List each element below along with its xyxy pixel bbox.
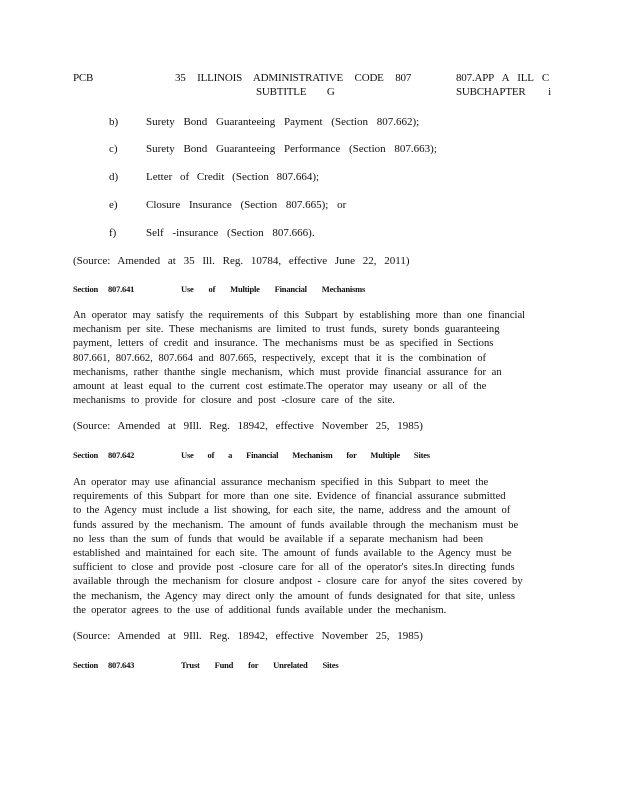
section-title: Use of Multiple Financial Mechanisms xyxy=(181,284,366,294)
section-body-641 xyxy=(73,309,543,408)
section-title: Trust Fund for Unrelated Sites xyxy=(181,660,339,670)
list-item-text: Closure Insurance (Section 807.665); or xyxy=(146,199,347,211)
body-line: established and maintained for each site. The amount of funds available to the Agency must be xyxy=(73,548,512,560)
body-line: sufficient to close and provide post -closure care for all of the operator's sites.In directing funds xyxy=(73,562,515,574)
body-line: payment, letters of credit and insurance. The mechanisms must be as specified in Sections xyxy=(73,338,494,350)
body-line: mechanism per site. These mechanisms are limited to trust funds, surety bonds guaranteeing xyxy=(73,324,500,336)
body-line: 807.661, 807.662, 807.664 and 807.665, respectively, except that it is the combination of xyxy=(73,352,487,364)
section-number: Section 807.643 xyxy=(73,660,135,670)
body-line: the operator agrees to the use of additional funds available under the mechanism. xyxy=(73,604,447,616)
list-item-text: Self -insurance (Section 807.666). xyxy=(146,227,315,239)
body-line: An operator may satisfy the requirements of this Subpart by establishing more than one financial xyxy=(73,310,526,321)
body-line: funds assured by the mechanism. The amount of funds available through the mechanism must be xyxy=(73,519,519,531)
list-marker: b) xyxy=(109,116,119,128)
body-line: no less than the sum of funds that would be available if a separate mechanism had been xyxy=(73,533,484,545)
header-right-line2: SUBCHAPTER i xyxy=(456,86,551,98)
section-body-642 xyxy=(73,476,543,618)
header-title-line2: SUBTITLE G xyxy=(256,86,335,98)
header-right-line1: 807.APP A ILL C xyxy=(456,72,550,84)
header-title-line1: 35 ILLINOIS ADMINISTRATIVE CODE 807 xyxy=(175,72,412,84)
header-left: PCB xyxy=(73,72,94,84)
body-line: mechanisms to provide for closure and post -closure care of the site. xyxy=(73,395,395,407)
section-number: Section 807.641 xyxy=(73,284,135,294)
list-marker: f) xyxy=(109,227,117,239)
list-item-text: Letter of Credit (Section 807.664); xyxy=(146,171,320,183)
body-line: the mechanism, the Agency may direct only the amount of funds designated for that site, unless xyxy=(73,590,516,602)
list-marker: d) xyxy=(109,171,119,183)
body-line: amount at least equal to the current cost estimate.The operator may useany or all of the xyxy=(73,381,487,393)
source-note: (Source: Amended at 9Ill. Reg. 18942, effective November 25, 1985) xyxy=(73,630,423,642)
body-line: to the Agency must include a list showing, for each site, the name, address and the amount of xyxy=(73,505,511,517)
list-marker: c) xyxy=(109,143,118,155)
list-marker: e) xyxy=(109,199,118,211)
section-title: Use of a Financial Mechanism for Multiple Sites xyxy=(181,450,430,460)
body-line: An operator may use afinancial assurance mechanism specified in this Subpart to meet the xyxy=(73,477,489,488)
body-line: available through the mechanism for closure andpost - closure care for anyof the sites covered by xyxy=(73,576,523,588)
section-number: Section 807.642 xyxy=(73,450,135,460)
source-note: (Source: Amended at 35 Ill. Reg. 10784, effective June 22, 2011) xyxy=(73,255,410,267)
list-item-text: Surety Bond Guaranteeing Payment (Section 807.662); xyxy=(146,116,420,128)
source-note: (Source: Amended at 9Ill. Reg. 18942, effective November 25, 1985) xyxy=(73,420,423,432)
body-line: requirements of this Subpart for more than one site. Evidence of financial assurance submitted xyxy=(73,491,506,503)
body-line: mechanisms, rather thanthe single mechanism, which must provide financial assurance for an xyxy=(73,366,502,378)
list-item-text: Surety Bond Guaranteeing Performance (Section 807.663); xyxy=(146,143,437,155)
